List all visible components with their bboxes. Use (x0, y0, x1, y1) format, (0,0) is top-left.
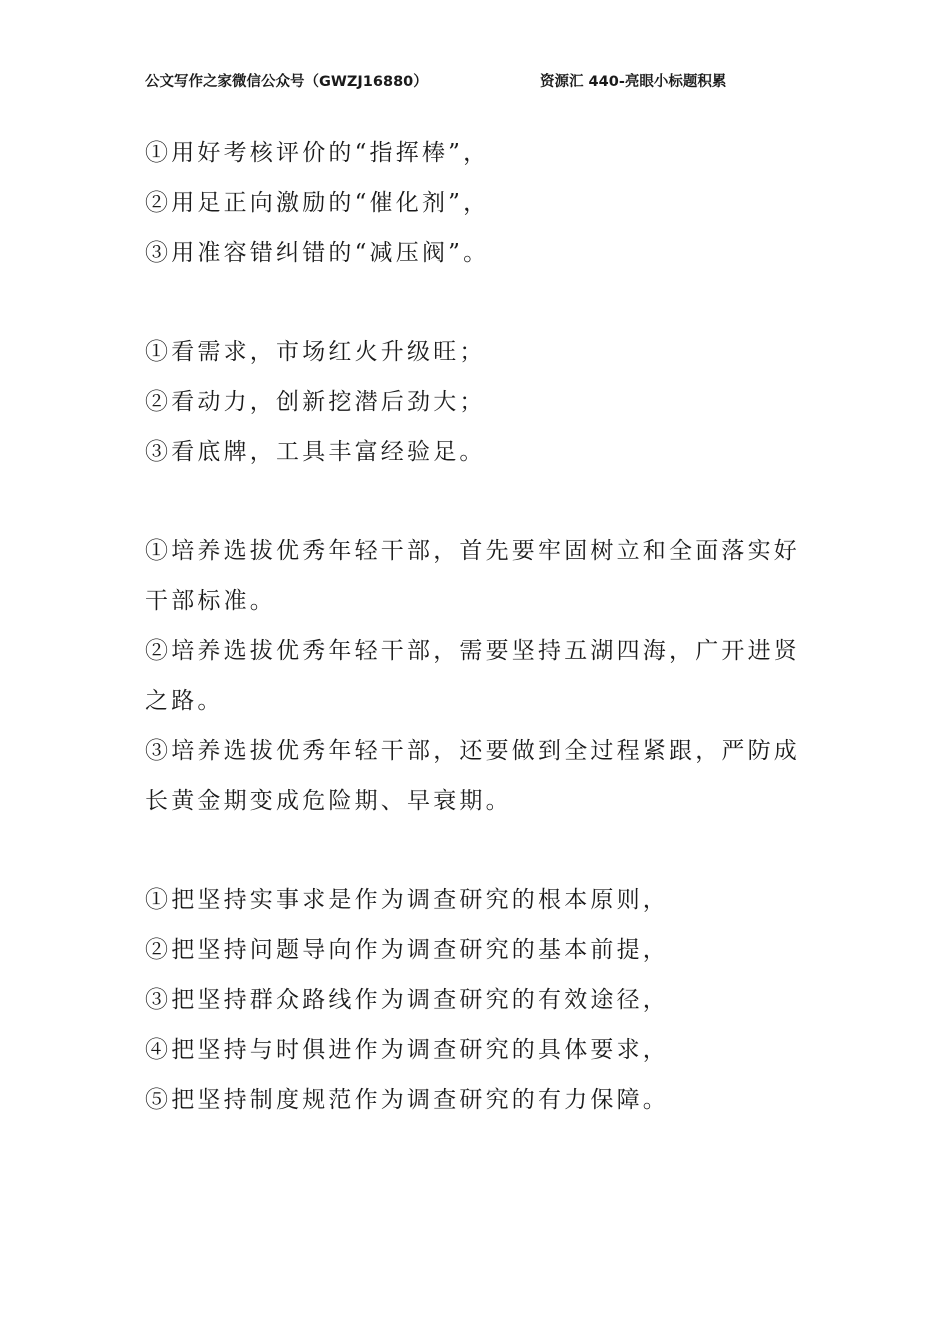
heading-group-evaluation (145, 128, 807, 278)
list-item: ②用足正向激励的“催化剂”， (145, 190, 490, 216)
list-item: ②把坚持问题导向作为调查研究的基本前提， (145, 937, 669, 963)
list-item: ①培养选拔优秀年轻干部，首先要牢固树立和全面落实好干部标准。 (145, 538, 800, 614)
list-item: ①看需求，市场红火升级旺； (145, 339, 486, 365)
list-item: ③培养选拔优秀年轻干部，还要做到全过程紧跟，严防成长黄金期变成危险期、早衰期。 (145, 738, 800, 814)
list-item: ②看动力，创新挖潜后劲大； (145, 389, 486, 415)
header-source: 公文写作之家微信公众号（GWZJ16880） (145, 74, 428, 90)
list-item: ③把坚持群众路线作为调查研究的有效途径， (145, 987, 669, 1013)
list-item: ③用准容错纠错的“减压阀”。 (145, 240, 490, 266)
list-item: ②培养选拔优秀年轻干部，需要坚持五湖四海，广开进贤之路。 (145, 638, 800, 714)
document-body (145, 128, 807, 1125)
list-item: ①用好考核评价的“指挥棒”， (145, 140, 490, 166)
heading-group-research (145, 875, 807, 1125)
header-collection-title: 资源汇 440-亮眼小标题积累 (540, 74, 727, 90)
page-header (145, 70, 805, 92)
heading-group-young-cadres (145, 526, 807, 826)
list-item: ③看底牌，工具丰富经验足。 (145, 439, 486, 465)
list-item: ④把坚持与时俱进作为调查研究的具体要求， (145, 1037, 669, 1063)
heading-group-market (145, 327, 807, 477)
list-item: ①把坚持实事求是作为调查研究的根本原则， (145, 887, 669, 913)
list-item: ⑤把坚持制度规范作为调查研究的有力保障。 (145, 1087, 669, 1113)
